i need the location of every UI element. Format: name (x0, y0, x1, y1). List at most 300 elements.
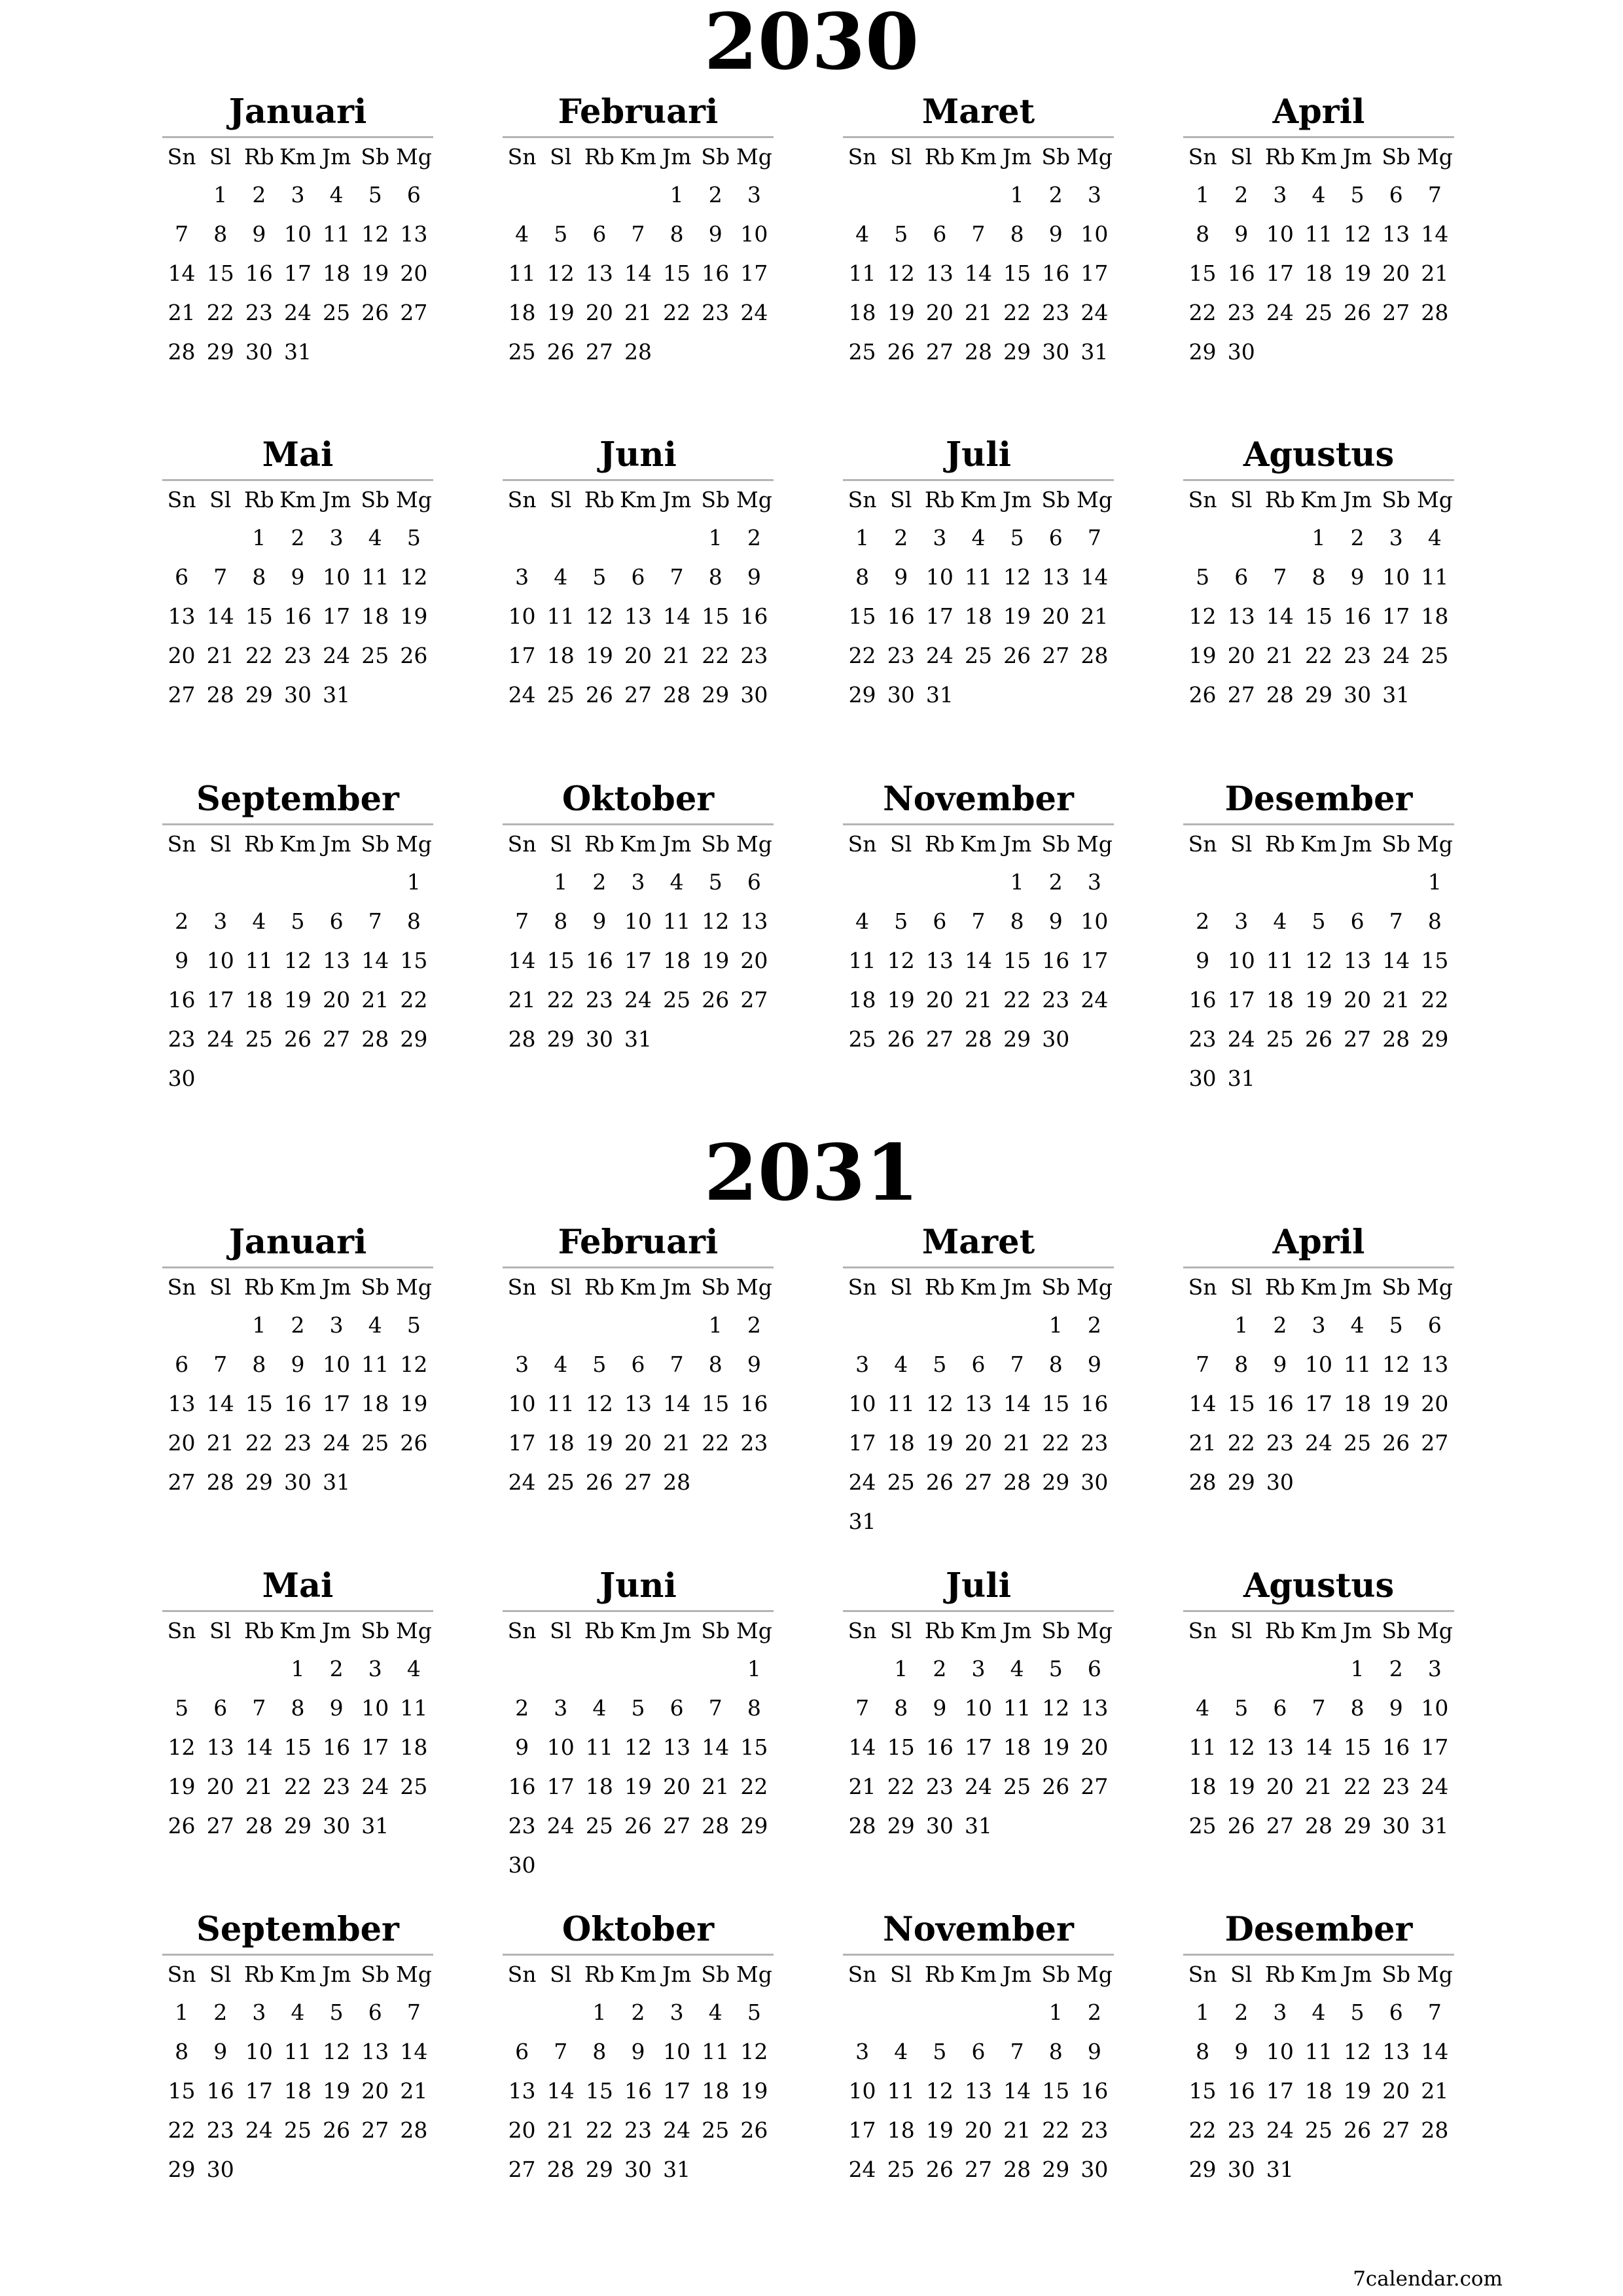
day-cell: 30 (508, 1852, 536, 1878)
week-row (503, 1689, 774, 1728)
empty-day-cell (317, 1059, 356, 1098)
day-cell: 12 (887, 948, 915, 973)
weekday-label: Rb (924, 487, 955, 512)
weekday-header-row (843, 1268, 1114, 1306)
weekday-label: Km (960, 1618, 997, 1643)
empty-day-cell (1260, 332, 1299, 372)
empty-day-cell (998, 1993, 1037, 2032)
weekday-label: Km (1300, 144, 1337, 170)
day-cell: 25 (1421, 643, 1449, 668)
day-cell: 24 (1304, 1430, 1332, 1456)
weekday-label: Mg (736, 831, 772, 857)
day-cell: 8 (175, 2039, 189, 2064)
weekday-header-row (843, 138, 1114, 175)
day-cell: 23 (740, 1430, 768, 1456)
day-cell: 23 (245, 300, 273, 325)
day-cell: 26 (1304, 1026, 1332, 1052)
day-cell: 23 (887, 643, 915, 668)
weekday-label: Jm (321, 831, 351, 857)
week-row (843, 332, 1114, 372)
day-cell: 3 (971, 1656, 986, 1681)
day-cell: 3 (855, 2039, 870, 2064)
day-cell: 1 (213, 182, 228, 207)
day-cell: 15 (702, 603, 730, 629)
week-row (162, 941, 433, 980)
month-block (843, 431, 1114, 715)
month-name: Agustus (1243, 435, 1395, 475)
day-cell: 12 (925, 2078, 954, 2104)
day-cell: 20 (1042, 603, 1070, 629)
day-cell: 19 (624, 1774, 652, 1799)
day-cell: 9 (631, 2039, 645, 2064)
weekday-label: Sb (701, 1962, 730, 1987)
day-cell: 29 (245, 1469, 273, 1495)
day-cell: 9 (175, 948, 189, 973)
empty-day-cell (735, 1463, 774, 1502)
day-cell: 21 (848, 1774, 876, 1799)
day-cell: 17 (663, 2078, 691, 2104)
day-cell: 11 (1188, 1734, 1217, 1760)
day-cell: 31 (964, 1813, 992, 1839)
weekday-label: Jm (321, 1962, 351, 1987)
day-cell: 21 (663, 643, 691, 668)
day-cell: 21 (1421, 2078, 1449, 2104)
week-row (843, 597, 1114, 636)
day-cell: 15 (1188, 260, 1217, 286)
week-row (162, 902, 433, 941)
day-cell: 6 (1427, 1312, 1442, 1338)
weekday-label: Jm (1002, 1618, 1032, 1643)
weekday-label: Sl (209, 144, 232, 170)
day-cell: 3 (252, 2000, 266, 2025)
empty-day-cell (882, 863, 920, 902)
day-cell: 6 (631, 564, 645, 590)
day-cell: 24 (624, 987, 652, 1013)
day-cell: 5 (747, 2000, 761, 2025)
day-cell: 2 (631, 2000, 645, 2025)
day-cell: 3 (329, 1312, 344, 1338)
empty-day-cell (882, 1993, 920, 2032)
day-cell: 5 (894, 908, 908, 934)
empty-day-cell (959, 863, 997, 902)
day-cell: 3 (291, 182, 305, 207)
weekday-label: Rb (584, 1618, 615, 1643)
day-cell: 13 (624, 1391, 652, 1416)
day-cell: 24 (283, 300, 312, 325)
day-cell: 17 (624, 948, 652, 973)
day-cell: 11 (1421, 564, 1449, 590)
weekday-label: Sn (1188, 487, 1217, 512)
day-cell: 27 (361, 2117, 389, 2143)
day-cell: 29 (1042, 1469, 1070, 1495)
empty-day-cell (998, 1306, 1037, 1345)
day-cell: 9 (1087, 2039, 1101, 2064)
day-cell: 20 (1344, 987, 1372, 1013)
day-cell: 20 (1080, 1734, 1109, 1760)
empty-day-cell (1299, 332, 1338, 372)
day-cell: 1 (1048, 1312, 1063, 1338)
day-cell: 8 (1311, 564, 1326, 590)
weekday-label: Sb (1382, 1618, 1411, 1643)
day-cell: 19 (585, 643, 613, 668)
day-cell: 6 (1234, 564, 1249, 590)
day-cell: 28 (1421, 300, 1449, 325)
day-cell: 5 (1389, 1312, 1403, 1338)
empty-day-cell (1183, 518, 1222, 558)
day-cell: 22 (1344, 1774, 1372, 1799)
day-cell: 21 (508, 987, 536, 1013)
day-cell: 18 (1003, 1734, 1031, 1760)
day-cell: 14 (1382, 948, 1410, 973)
day-cell: 6 (1389, 182, 1403, 207)
week-row (503, 2032, 774, 2072)
week-row (1183, 1689, 1454, 1728)
day-cell: 25 (848, 339, 876, 365)
day-cell: 27 (508, 2157, 536, 2182)
week-row (843, 1502, 1114, 1541)
weekday-label: Rb (584, 487, 615, 512)
empty-day-cell (696, 1846, 735, 1885)
day-cell: 15 (168, 2078, 196, 2104)
week-row (1183, 518, 1454, 558)
day-cell: 16 (1227, 260, 1255, 286)
day-cell: 31 (1421, 1813, 1449, 1839)
weekday-label: Jm (1342, 144, 1372, 170)
weekday-label: Sl (209, 487, 232, 512)
day-cell: 11 (245, 948, 273, 973)
weekday-label: Sl (1230, 487, 1253, 512)
weekday-label: Km (960, 487, 997, 512)
month-block (162, 88, 433, 372)
month-name: November (883, 1910, 1074, 1949)
day-cell: 15 (283, 1734, 312, 1760)
day-cell: 22 (702, 1430, 730, 1456)
day-cell: 4 (252, 908, 266, 934)
empty-day-cell (162, 1306, 201, 1345)
day-cell: 20 (168, 643, 196, 668)
day-cell: 27 (1344, 1026, 1372, 1052)
day-cell: 31 (624, 1026, 652, 1052)
day-cell: 21 (1188, 1430, 1217, 1456)
week-row (1183, 941, 1454, 980)
weekday-label: Jm (1002, 487, 1032, 512)
day-cell: 6 (175, 564, 189, 590)
day-cell: 8 (669, 221, 684, 247)
day-cell: 1 (894, 1656, 908, 1681)
day-cell: 19 (400, 603, 428, 629)
day-cell: 4 (855, 221, 870, 247)
day-cell: 25 (361, 643, 389, 668)
weekday-label: Sl (550, 487, 572, 512)
day-cell: 30 (1080, 2157, 1109, 2182)
week-row (162, 558, 433, 597)
day-cell: 23 (740, 643, 768, 668)
weekday-label: Rb (1264, 1274, 1295, 1300)
empty-day-cell (503, 863, 541, 902)
day-cell: 15 (1003, 260, 1031, 286)
day-cell: 8 (1350, 1695, 1364, 1721)
day-cell: 13 (1421, 1352, 1449, 1377)
weekday-header-row (162, 1956, 433, 1993)
week-row (1183, 675, 1454, 715)
month-name: Januari (228, 1223, 367, 1262)
day-cell: 20 (361, 2078, 389, 2104)
day-cell: 31 (323, 1469, 351, 1495)
day-cell: 22 (1188, 2117, 1217, 2143)
day-cell: 3 (855, 1352, 870, 1377)
week-row (843, 1806, 1114, 1846)
week-row (1183, 1059, 1454, 1098)
month-name: April (1272, 1223, 1365, 1262)
day-cell: 22 (1003, 987, 1031, 1013)
weekday-label: Sl (890, 144, 912, 170)
empty-day-cell (541, 1649, 580, 1689)
empty-day-cell (201, 863, 240, 902)
weekday-label: Km (620, 144, 656, 170)
day-cell: 24 (508, 682, 536, 708)
month-block (843, 1905, 1114, 2189)
day-cell: 12 (702, 908, 730, 934)
day-cell: 16 (1266, 1391, 1294, 1416)
day-cell: 10 (1382, 564, 1410, 590)
day-cell: 12 (740, 2039, 768, 2064)
empty-day-cell (580, 1846, 618, 1885)
week-row (843, 1728, 1114, 1767)
weekday-header-row (503, 481, 774, 518)
weekday-label: Km (1300, 1618, 1337, 1643)
weekday-label: Sl (1230, 831, 1253, 857)
day-cell: 22 (283, 1774, 312, 1799)
day-cell: 5 (592, 1352, 607, 1377)
week-row (843, 2150, 1114, 2189)
month-name: Juni (599, 1566, 677, 1605)
day-cell: 16 (508, 1774, 536, 1799)
week-row (503, 675, 774, 715)
day-cell: 18 (887, 1430, 915, 1456)
day-cell: 25 (400, 1774, 428, 1799)
day-cell: 4 (368, 1312, 382, 1338)
day-cell: 3 (1234, 908, 1249, 934)
week-row (162, 1649, 433, 1689)
day-cell: 25 (1344, 1430, 1372, 1456)
weekday-header-row (843, 1956, 1114, 1993)
month-name: Januari (228, 92, 367, 132)
day-cell: 7 (631, 221, 645, 247)
empty-day-cell (541, 1306, 580, 1345)
day-cell: 10 (1080, 221, 1109, 247)
day-cell: 4 (855, 908, 870, 934)
day-cell: 28 (1188, 1469, 1217, 1495)
day-cell: 2 (175, 908, 189, 934)
day-cell: 10 (508, 603, 536, 629)
day-cell: 27 (206, 1813, 234, 1839)
day-cell: 29 (740, 1813, 768, 1839)
day-cell: 3 (554, 1695, 568, 1721)
day-cell: 1 (1311, 525, 1326, 550)
day-cell: 5 (592, 564, 607, 590)
day-cell: 24 (848, 1469, 876, 1495)
week-row (843, 941, 1114, 980)
day-cell: 17 (1382, 603, 1410, 629)
day-cell: 29 (283, 1813, 312, 1839)
day-cell: 23 (1042, 300, 1070, 325)
day-cell: 20 (400, 260, 428, 286)
empty-day-cell (920, 1502, 959, 1541)
day-cell: 30 (1080, 1469, 1109, 1495)
empty-day-cell (395, 1463, 433, 1502)
day-cell: 21 (1382, 987, 1410, 1013)
week-row (503, 332, 774, 372)
week-row (843, 636, 1114, 675)
week-row (1183, 1020, 1454, 1059)
empty-day-cell (356, 675, 395, 715)
week-row (162, 518, 433, 558)
empty-day-cell (356, 2150, 395, 2189)
day-cell: 8 (1427, 908, 1442, 934)
day-cell: 16 (168, 987, 196, 1013)
weekday-label: Km (620, 831, 656, 857)
empty-day-cell (920, 175, 959, 215)
week-row (503, 254, 774, 293)
day-cell: 13 (1344, 948, 1372, 973)
day-cell: 2 (1273, 1312, 1287, 1338)
day-cell: 14 (964, 260, 992, 286)
day-cell: 26 (1382, 1430, 1410, 1456)
day-cell: 6 (1048, 525, 1063, 550)
day-cell: 9 (1350, 564, 1364, 590)
month-block (162, 1905, 433, 2189)
week-row (503, 558, 774, 597)
empty-day-cell (618, 518, 657, 558)
day-cell: 16 (283, 1391, 312, 1416)
week-row (503, 2111, 774, 2150)
week-row (1183, 1306, 1454, 1345)
month-name: Oktober (562, 1910, 715, 1949)
week-row (843, 558, 1114, 597)
empty-day-cell (1183, 863, 1222, 902)
week-row (503, 2072, 774, 2111)
week-row (162, 2032, 433, 2072)
day-cell: 10 (508, 1391, 536, 1416)
day-cell: 15 (1304, 603, 1332, 629)
day-cell: 2 (213, 2000, 228, 2025)
empty-day-cell (735, 332, 774, 372)
day-cell: 21 (964, 987, 992, 1013)
day-cell: 8 (592, 2039, 607, 2064)
day-cell: 10 (245, 2039, 273, 2064)
month-block (1183, 88, 1454, 372)
day-cell: 18 (400, 1734, 428, 1760)
day-cell: 2 (1087, 1312, 1101, 1338)
week-row (503, 1463, 774, 1502)
day-cell: 24 (1227, 1026, 1255, 1052)
day-cell: 27 (1266, 1813, 1294, 1839)
day-cell: 27 (585, 339, 613, 365)
day-cell: 24 (925, 643, 954, 668)
day-cell: 9 (747, 564, 761, 590)
empty-day-cell (843, 1649, 882, 1689)
day-cell: 17 (283, 260, 312, 286)
day-cell: 3 (515, 1352, 529, 1377)
day-cell: 16 (740, 1391, 768, 1416)
empty-day-cell (580, 1306, 618, 1345)
weekday-header-row (503, 1268, 774, 1306)
day-cell: 5 (1234, 1695, 1249, 1721)
day-cell: 5 (291, 908, 305, 934)
week-row (1183, 1345, 1454, 1384)
day-cell: 24 (1080, 300, 1109, 325)
day-cell: 22 (1421, 987, 1449, 1013)
month-block (503, 775, 774, 1059)
weekday-label: Sl (209, 1962, 232, 1987)
empty-day-cell (998, 1806, 1037, 1846)
day-cell: 30 (1227, 339, 1255, 365)
day-cell: 21 (361, 987, 389, 1013)
day-cell: 14 (1003, 2078, 1031, 2104)
day-cell: 5 (1350, 2000, 1364, 2025)
day-cell: 19 (1042, 1734, 1070, 1760)
empty-day-cell (1260, 1059, 1299, 1098)
day-cell: 26 (925, 2157, 954, 2182)
empty-day-cell (1299, 1649, 1338, 1689)
empty-day-cell (658, 518, 696, 558)
day-cell: 9 (1234, 221, 1249, 247)
day-cell: 20 (964, 1430, 992, 1456)
week-row (503, 1806, 774, 1846)
weekday-label: Rb (924, 1274, 955, 1300)
day-cell: 3 (1273, 2000, 1287, 2025)
week-row (843, 2032, 1114, 2072)
day-cell: 12 (887, 260, 915, 286)
weekday-label: Sl (209, 1618, 232, 1643)
empty-day-cell (1338, 863, 1377, 902)
weekday-label: Mg (395, 1274, 432, 1300)
day-cell: 28 (361, 1026, 389, 1052)
day-cell: 15 (245, 603, 273, 629)
day-cell: 28 (1266, 682, 1294, 708)
empty-day-cell (658, 332, 696, 372)
day-cell: 16 (1188, 987, 1217, 1013)
day-cell: 22 (546, 987, 575, 1013)
day-cell: 20 (168, 1430, 196, 1456)
day-cell: 11 (400, 1695, 428, 1721)
day-cell: 11 (361, 564, 389, 590)
day-cell: 27 (1227, 682, 1255, 708)
day-cell: 7 (1427, 182, 1442, 207)
week-row (503, 1649, 774, 1689)
empty-day-cell (395, 1059, 433, 1098)
day-cell: 13 (323, 948, 351, 973)
day-cell: 16 (1042, 260, 1070, 286)
month-block (1183, 1905, 1454, 2189)
empty-day-cell (1377, 332, 1416, 372)
month-name: Oktober (562, 780, 715, 819)
day-cell: 11 (283, 2039, 312, 2064)
empty-day-cell (1338, 1059, 1377, 1098)
week-row (843, 1689, 1114, 1728)
empty-day-cell (735, 1846, 774, 1885)
day-cell: 11 (1003, 1695, 1031, 1721)
day-cell: 12 (1188, 603, 1217, 629)
day-cell: 10 (1266, 221, 1294, 247)
day-cell: 18 (702, 2078, 730, 2104)
day-cell: 26 (283, 1026, 312, 1052)
day-cell: 31 (361, 1813, 389, 1839)
empty-day-cell (696, 2150, 735, 2189)
day-cell: 25 (887, 1469, 915, 1495)
day-cell: 3 (1427, 1656, 1442, 1681)
day-cell: 18 (323, 260, 351, 286)
